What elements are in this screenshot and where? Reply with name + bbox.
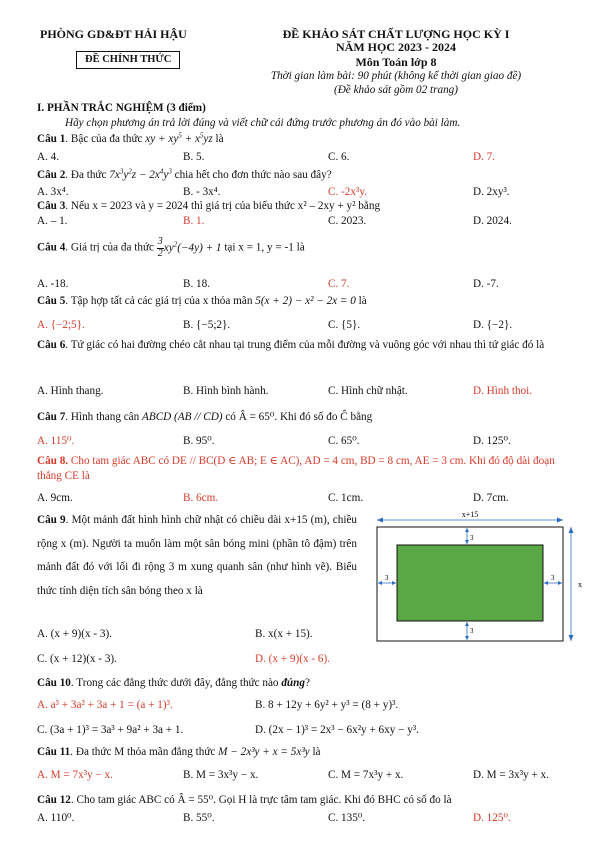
q7-options <box>37 434 572 449</box>
question-10: Câu 10. Trong các đẳng thức dưới đây, đẳng thức nào đúng? <box>37 677 310 689</box>
right-dimension-label: x <box>578 580 582 589</box>
question-11: Câu 11. Đa thức M thỏa mãn đẳng thức M − 2x³y + x = 5x³y là <box>37 746 321 758</box>
q4-options <box>37 277 572 292</box>
gap-left-label: 3 <box>385 574 389 582</box>
subject: Môn Toán lớp 8 <box>355 55 437 69</box>
q8-options <box>37 491 572 506</box>
q1-options <box>37 150 572 165</box>
top-arrow-left <box>377 518 383 523</box>
exam-title: ĐỀ KHẢO SÁT CHẤT LƯỢNG HỌC KỲ I <box>282 27 510 41</box>
q3-option-d: D. 2024. <box>473 215 512 227</box>
q9-option-a: A. (x + 9)(x - 3). <box>37 628 112 640</box>
q12-option-c: C. 135⁰. <box>328 812 366 824</box>
q10-options-row2 <box>37 723 572 738</box>
q1-option-b: B. 5. <box>183 151 205 163</box>
q1-expression: xy + $xy^5 + x^5yz$ <box>145 131 213 145</box>
q5-option-c: C. {5}. <box>328 319 361 331</box>
q12-option-a: A. 110⁰. <box>37 812 75 824</box>
q10-option-a: A. a³ + 3a² + 3a + 1 = (a + 1)³. <box>37 699 173 711</box>
right-arrow-top <box>569 527 574 533</box>
gap-top-label: 3 <box>470 534 474 542</box>
q11-expression: M − 2x³y + x = 5x³y <box>218 746 310 758</box>
section-instruction: Hãy chọn phương án trả lời đúng và viết chữ cái đứng trước phương án đó vào bài làm. <box>65 117 461 129</box>
q5-option-d: D. {−2}. <box>473 319 513 331</box>
question-8: Câu 8. Cho tam giác ABC có DE // BC(D ∈ AB; E ∈ AC), AD = 4 cm, BD = 8 cm, AE = 3 cm. Khi đó độ dài đoạn thẳng CE là <box>37 455 555 482</box>
q4-option-d: D. -7. <box>473 278 499 290</box>
q2-options <box>37 185 572 200</box>
question-2: Câu 2. Đa thức $7x^3y^2z - 2x^4y^3$ chia hết cho đơn thức nào sau đây? <box>37 167 332 181</box>
q5-expression: 5(x + 2) − x² − 2x = 0 <box>255 295 356 307</box>
q1-option-d: D. 7. <box>473 151 496 163</box>
q7-option-c: C. 65⁰. <box>328 435 360 447</box>
q5-option-a: A. {−2;5}. <box>37 319 85 331</box>
q11-option-d: D. M = 3x³y + x. <box>473 769 549 781</box>
q7-option-b: B. 95⁰. <box>183 435 215 447</box>
q11-options <box>37 768 572 783</box>
q1-option-c: C. 6. <box>328 151 350 163</box>
q8-option-d: D. 7cm. <box>473 492 509 504</box>
q8-option-c: C. 1cm. <box>328 492 364 504</box>
q2-option-b: B. - 3x⁴. <box>183 186 221 198</box>
official-badge: ĐỀ CHÍNH THỨC <box>76 51 180 69</box>
section-title: I. PHẦN TRẮC NGHIỆM (3 điểm) <box>37 102 206 114</box>
question-6: Câu 6. Tứ giác có hai đường chéo cắt nhau tại trung điểm của mỗi đường và vuông góc với nhau thì tứ giác đó là <box>37 339 545 351</box>
q9-option-c: C. (x + 12)(x - 3). <box>37 653 117 665</box>
football-field <box>397 545 543 621</box>
q12-options <box>37 811 572 826</box>
q11-option-b: B. M = 3x³y − x. <box>183 769 259 781</box>
q11-option-a: A. M = 7x³y − x. <box>37 769 113 781</box>
top-dimension-label: x+15 <box>461 510 479 519</box>
q2-expression: $7x^3y^2z - 2x^4y^3$ <box>109 167 172 181</box>
q4-option-c: C. 7. <box>328 278 350 290</box>
q3-option-c: C. 2023. <box>328 215 367 227</box>
q4-option-a: A. -18. <box>37 278 69 290</box>
q6-option-b: B. Hình bình hành. <box>183 385 269 397</box>
time-limit: Thời gian làm bài: 90 phút (không kể thời gian giao đề) <box>270 70 522 82</box>
q2-option-a: A. 3x⁴. <box>37 186 69 198</box>
top-arrow-right <box>557 518 563 523</box>
q8-option-b: B. 6cm. <box>183 492 219 504</box>
q11-option-c: C. M = 7x³y + x. <box>328 769 404 781</box>
q5-options <box>37 318 572 333</box>
q1-option-a: A. 4. <box>37 151 60 163</box>
q10-option-c: C. (3a + 1)³ = 3a³ + 9a² + 3a + 1. <box>37 724 184 736</box>
org-name: PHÒNG GD&ĐT HẢI HẬU <box>40 27 187 41</box>
q7-option-a: A. 115⁰. <box>37 435 75 447</box>
question-1: Câu 1. Bậc của đa thức xy + $xy^5 + x^5yz$ là <box>37 131 224 145</box>
q3-options <box>37 214 572 229</box>
q8-option-a: A. 9cm. <box>37 492 73 504</box>
question-12: Câu 12. Cho tam giác ABC có Â = 55⁰. Gọi H là trực tâm tam giác. Khi đó BHC có số đo là <box>37 794 452 806</box>
q9-option-b: B. x(x + 15). <box>255 628 313 640</box>
q9-options-row2 <box>37 652 572 667</box>
q6-options <box>37 384 572 399</box>
q7-option-d: D. 125⁰. <box>473 435 511 447</box>
q4-option-b: B. 18. <box>183 278 211 290</box>
gap-right-label: 3 <box>551 574 555 582</box>
q2-option-c: C. -2x³y. <box>328 186 367 198</box>
question-9: Câu 9. Một mảnh đất hình hình chữ nhật có chiều dài x+15 (m), chiều rộng x (m). Người ta muốn làm một sân bóng mini (phần tô đậm) trên mảnh đất đó với lối đi rộng 3 m xung quanh sân (như hình vẽ). Biểu thức tính diện tích sân bóng theo x là <box>37 514 357 597</box>
q4-expression: $\frac{3}{2}$ $xy^2(-4y) + 1$ <box>157 236 222 259</box>
page-count: (Đề khảo sát gồm 02 trang) <box>334 84 458 96</box>
q12-option-d: D. 125⁰. <box>473 812 511 824</box>
q10-option-b: B. 8 + 12y + 6y² + y³ = (8 + y)³. <box>255 699 399 711</box>
q6-option-d: D. Hình thoi. <box>473 385 533 397</box>
question-4: Câu 4. Giá trị của đa thức $\frac{3}{2}$ $xy^2(-4y) + 1$ tại x = 1, y = -1 là <box>37 236 305 259</box>
school-year: NĂM HỌC 2023 - 2024 <box>336 40 456 54</box>
question-7: Câu 7. Hình thang cân ABCD (AB // CD) có Â = 65⁰. Khi đó số đo Ĉ bằng <box>37 411 373 423</box>
q6-option-a: A. Hình thang. <box>37 385 104 397</box>
question-5: Câu 5. Tập hợp tất cả các giá trị của x thỏa mãn 5(x + 2) − x² − 2x = 0 là <box>37 295 367 307</box>
gap-bottom-label: 3 <box>470 627 474 635</box>
q6-option-c: C. Hình chữ nhật. <box>328 385 408 397</box>
q9-option-d: D. (x + 9)(x - 6). <box>255 653 330 665</box>
q2-option-d: D. 2xy³. <box>473 186 510 198</box>
q9-options-row1 <box>37 627 572 642</box>
q12-option-b: B. 55⁰. <box>183 812 215 824</box>
q3-option-b: B. 1. <box>183 215 205 227</box>
q10-options-row1 <box>37 698 572 713</box>
q10-option-d: D. (2x − 1)³ = 2x³ − 6x²y + 6xy − y³. <box>255 724 419 736</box>
q3-option-a: A. – 1. <box>37 215 68 227</box>
question-3: Câu 3. Nếu x = 2023 và y = 2024 thì giá trị của biểu thức x² – 2xy + y² bằng <box>37 200 381 212</box>
q5-option-b: B. {−5;2}. <box>183 319 231 331</box>
